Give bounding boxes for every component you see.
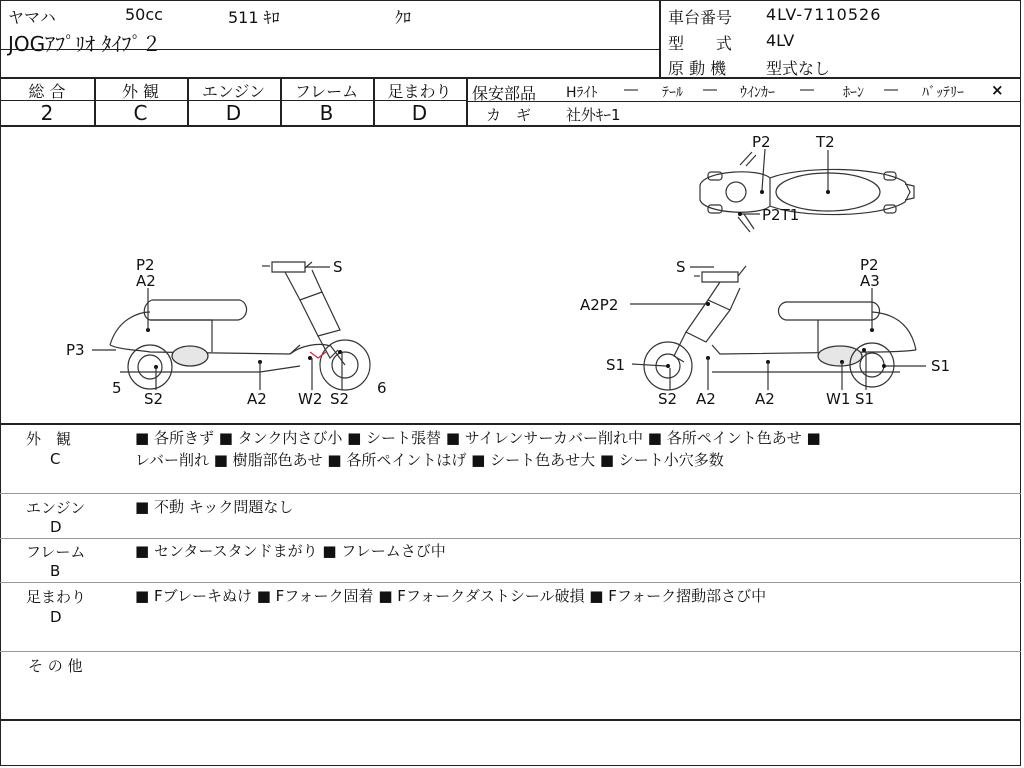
scooter-left-view — [92, 262, 370, 390]
section-engine-label: エンジン — [26, 499, 86, 517]
section-suspension-grade: D — [50, 608, 62, 626]
battery-value: × — [991, 81, 1004, 99]
type-value: 4LV — [766, 31, 795, 50]
grade-frame-value: B — [319, 101, 334, 125]
section-other-label: そ の 他 — [28, 657, 83, 675]
top-label-p2t1: P2T1 — [762, 206, 800, 224]
model-name: JOGｱﾌﾟﾘｵ ﾀｲﾌﾟ２ — [8, 32, 162, 56]
grade-suspension-label: 足まわり — [387, 82, 452, 101]
right-label-s1b: S1 — [931, 357, 951, 375]
section-divider — [0, 582, 1021, 583]
scooter-diagram — [0, 127, 1020, 422]
winker-value: ― — [800, 82, 814, 98]
engine-type-value: 型式なし — [766, 59, 831, 78]
section-bottom-line — [0, 719, 1021, 721]
section-exterior-label: 外 観 — [26, 430, 72, 448]
tail-value: ― — [703, 82, 717, 98]
tail-label: ﾃｰﾙ — [662, 85, 683, 101]
key-value: 社外ｷｰ1 — [566, 106, 621, 124]
right-label-s2: S2 — [658, 390, 678, 408]
left-label-w2: W2 — [298, 390, 323, 408]
header-underline — [0, 49, 659, 50]
grade-engine-value: D — [225, 101, 242, 125]
left-label-s2b: S2 — [330, 390, 350, 408]
horn-label: ﾎｰﾝ — [843, 85, 864, 101]
battery-label: ﾊﾞｯﾃﾘｰ — [922, 85, 964, 101]
winker-label: ｳｲﾝｶｰ — [740, 85, 775, 101]
section-exterior-remarks-1: ■ 各所きず ■ タンク内さび小 ■ シート張替 ■ サイレンサーカバー削れ中 ■ 各所ペイント色あせ ■ — [135, 429, 821, 447]
color: ｸﾛ — [395, 8, 412, 27]
mileage: 511 ｷﾛ — [228, 8, 280, 27]
grade-suspension-value: D — [411, 101, 428, 125]
headlight-value: ― — [624, 82, 638, 98]
key-label: カ ギ — [486, 106, 532, 124]
top-label-t2: T2 — [816, 133, 835, 151]
scooter-top-view — [700, 149, 914, 232]
maker: ヤマハ — [8, 8, 56, 27]
section-divider — [0, 493, 1021, 494]
section-divider — [0, 538, 1021, 539]
grade-overall-value: 2 — [40, 101, 54, 125]
left-label-a2b: A2 — [247, 390, 267, 408]
diagram-bottom-line — [0, 423, 1021, 425]
top-label-p2: P2 — [752, 133, 771, 151]
safety-label: 保安部品 — [472, 84, 537, 103]
section-frame-label: フレーム — [26, 543, 86, 561]
left-label-p3: P3 — [66, 341, 85, 359]
right-label-a2b: A2 — [755, 390, 775, 408]
section-suspension-label: 足まわり — [26, 588, 87, 606]
left-label-p2: P2 — [136, 256, 155, 274]
section-exterior-remarks-2: レバー削れ ■ 樹脂部色あせ ■ 各所ペイントはげ ■ シート色あせ大 ■ シート小穴多数 — [135, 451, 724, 469]
frame-no-label: 車台番号 — [668, 8, 733, 27]
displacement: 50cc — [125, 5, 163, 24]
right-label-a2p2: A2P2 — [580, 296, 619, 314]
grade-frame-label: フレーム — [294, 82, 359, 101]
left-label-s-top: S — [333, 258, 343, 276]
left-label-5: 5 — [112, 379, 122, 397]
horn-value: ― — [884, 82, 898, 98]
right-label-a2a: A2 — [696, 390, 716, 408]
right-label-a3: A3 — [860, 272, 880, 290]
headlight-label: Hﾗｲﾄ — [566, 85, 598, 101]
right-label-p2: P2 — [860, 256, 879, 274]
section-divider — [0, 651, 1021, 652]
header-divider — [659, 0, 661, 78]
left-label-s2a: S2 — [144, 390, 164, 408]
section-frame-grade: B — [50, 562, 61, 580]
right-label-s1c: S1 — [855, 390, 875, 408]
right-label-w1: W1 — [826, 390, 851, 408]
grade-exterior-label: 外 観 — [121, 82, 160, 101]
scooter-right-view — [630, 266, 926, 390]
section-frame-remarks: ■ センタースタンドまがり ■ フレームさび中 — [135, 542, 446, 560]
section-engine-grade: D — [50, 518, 62, 536]
grade-exterior-value: C — [133, 101, 148, 125]
engine-type-label: 原 動 機 — [668, 59, 727, 78]
section-suspension-remarks: ■ Fブレーキぬけ ■ Fフォーク固着 ■ Fフォークダストシール破損 ■ Fフォーク摺動部さび中 — [135, 587, 767, 605]
grade-engine-label: エンジン — [201, 82, 266, 101]
frame-no-value: 4LV-7110526 — [766, 5, 882, 24]
section-exterior-grade: C — [50, 450, 61, 468]
right-label-s1a: S1 — [606, 356, 626, 374]
type-label: 型 式 — [668, 34, 733, 53]
grade-overall-label: 総 合 — [28, 82, 66, 101]
right-label-s-top: S — [676, 258, 686, 276]
left-label-6: 6 — [377, 379, 387, 397]
left-label-a2-top: A2 — [136, 272, 156, 290]
section-engine-remarks: ■ 不動 キック問題なし — [135, 498, 294, 516]
